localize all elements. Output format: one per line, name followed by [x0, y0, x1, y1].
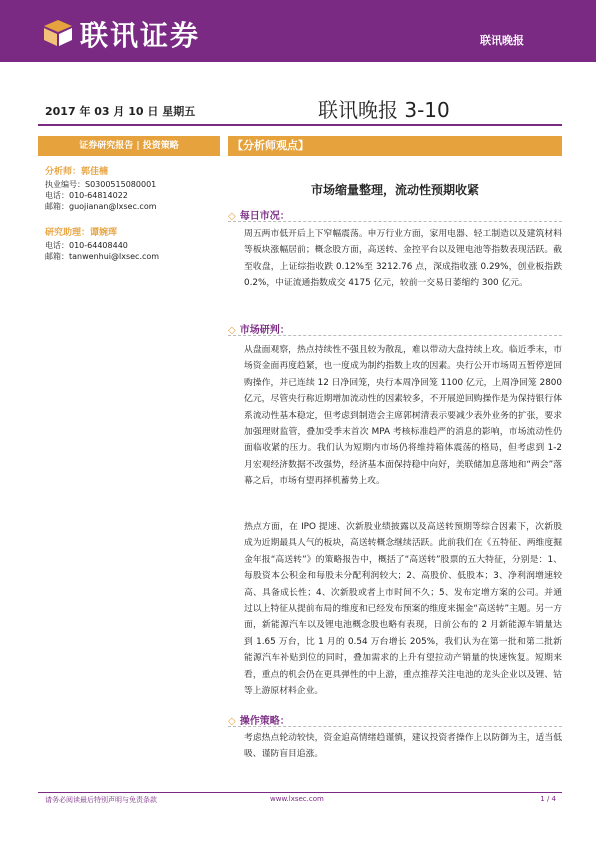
assistant-block — [45, 227, 225, 262]
paragraph-market-judgement-1: 从盘面观察，热点持续性不强且较为散乱，难以带动大盘持续上攻。临近季末，市场资金面再度趋紧，也一度成为制约指数上攻的因素。央行公开市场周五暂停逆回购操作，并已连续 12 日净回笼，央行本周净回笼 1100 亿元，上周净回笼 2800 亿元，尽管央行称近期增加流动性的因素较多，不开展逆回购操作是为保持银行体系流动性基本稳定，但考虑到制造会主席郭树清表示要减少表外业务的扩张，要求加强理财监管，叠加受季末首次 MPA 考核标准趋严的消息的影响，市场流动性仍面临收紧的压力。我们认为短期内市场仍将维持箱体震荡的格局，但考虑到 1-2 月宏观经济数据不改强势，经济基本面保持稳中向好，美联储加息落地和“两会”落幕之后，市场有望再择机蓄势上攻。 — [244, 345, 562, 487]
footer-page-number: 1 / 4 — [540, 795, 556, 803]
logo-icon — [44, 20, 72, 46]
section-divider — [228, 335, 562, 336]
section-heading-strategy: ◇ 操作策略： — [228, 716, 290, 727]
diamond-bullet-icon: ◇ — [228, 211, 236, 222]
analyst-block — [45, 166, 225, 212]
section-divider — [228, 221, 562, 222]
assistant-role: 研究助理：谭婉珲 — [45, 228, 118, 238]
analyst-phone: 电话：010-64814022 — [45, 191, 128, 200]
report-subtitle: 市场缩量整理，流动性预期收紧 — [310, 183, 479, 197]
footer-divider — [38, 792, 562, 793]
paragraph-strategy: 考虑热点轮动较快，资金追高情绪趋谨慎，建议投资者操作上以防御为主，适当低吸、谨防盲目追涨。 — [244, 733, 562, 760]
analyst-email: 邮箱：guojianan@lxsec.com — [45, 202, 157, 211]
paragraph-market-judgement-2: 热点方面，在 IPO 提速、次新股业绩披露以及高送转预期等综合因素下，次新股成为近期最具人气的板块，高送转概念继续活跃。此前我们在《五特征、两维度掘金年报“高送转”》的策略报告中，概括了“高送转”股票的五大特征，分别是：1、每股资本公积金和每股未分配利润较大；2、高股价、低股本；3、净利润增速较高、具备成长性；4、次新股或者上市时间不久；5、发布定增方案的公司。并通过以上特征从提前布局的维度和已经发布预案的维度来掘金“高送转”主题。另一方面，新能源汽车以及锂电池概念股也略有表现，日前公布的 2 月新能源车销量达到 1.65 万台，比 1 月的 0.54 万台增长 205%，我们认为在第一批和第二批新能源汽车补贴到位的同时，叠加需求的上升有望拉动产销量的快速恢复。短期来看，重点的机会仍在更具弹性的中上游，重点推荐关注电池的龙头企业以及锂、钴等上游原材料企业。 — [244, 522, 562, 697]
assistant-email: 邮箱：tanwenhui@lxsec.com — [45, 252, 160, 261]
logo-text: 联讯证券 — [80, 19, 201, 52]
paragraph-daily-market: 周五两市低开后上下窄幅震荡。申万行业方面，家用电器、轻工制造以及建筑材料等板块涨幅居前；概念股方面，高送转、金控平台以及锂电池等指数表现活跃。截至收盘，上证综指收跌 0.12%至 3212.76 点，深成指收涨 0.29%，创业板指跌 0.2%，中证流通指数成交 4175 亿元，较前一交易日萎缩约 300 亿元。 — [244, 229, 562, 289]
diamond-bullet-icon: ◇ — [228, 325, 236, 336]
section-divider — [228, 726, 562, 727]
header-bar — [0, 0, 596, 62]
header-report-label: 联讯晚报 — [480, 34, 524, 47]
title-divider — [38, 124, 562, 126]
analyst-view-tab: 【分析师观点】 — [228, 136, 562, 156]
section-heading-market-judgement: ◇ 市场研判： — [228, 325, 290, 336]
diamond-bullet-icon: ◇ — [228, 716, 236, 727]
report-date: 2017 年 03 月 10 日 星期五 — [45, 105, 196, 118]
analyst-license: 执业编号：S0300515080001 — [45, 180, 157, 189]
section-heading-daily-market: ◇ 每日市况： — [228, 211, 290, 222]
analyst-role: 分析师：郭佳楠 — [45, 167, 109, 177]
sidebar-category-tab: 证券研究报告 | 投资策略 — [38, 136, 220, 156]
footer-disclaimer: 请务必阅读最后特别声明与免责条款 — [45, 796, 157, 804]
assistant-phone: 电话：010-64408440 — [45, 241, 128, 250]
page-title: 联讯晚报 3-10 — [318, 98, 450, 122]
footer-website: www.lxsec.com — [270, 795, 324, 803]
